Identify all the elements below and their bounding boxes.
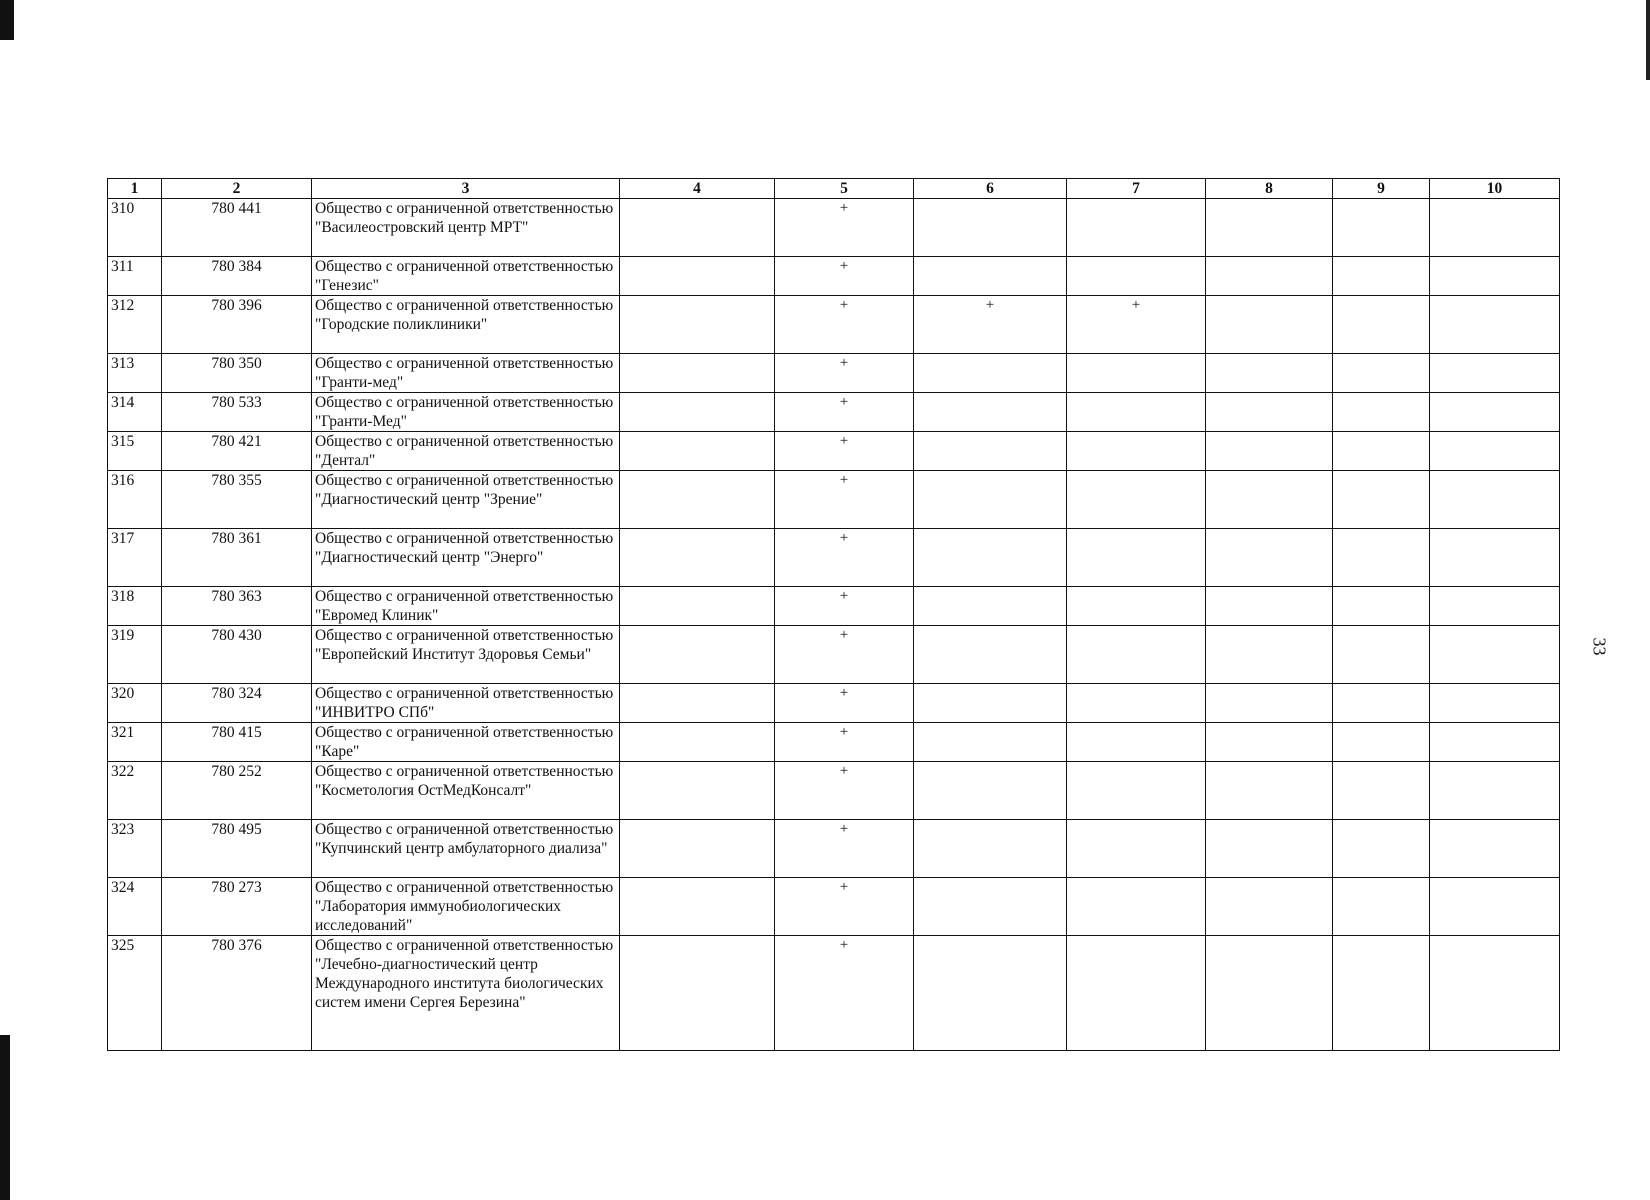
organization-name: Общество с ограниченной ответственностью "Городские поликлиники" [312,296,620,354]
cell-col6 [914,432,1067,471]
cell-col10 [1430,878,1560,936]
row-number: 325 [108,936,162,1051]
cell-col5: + [775,626,914,684]
table-row [108,762,1560,820]
row-number: 315 [108,432,162,471]
organization-name: Общество с ограниченной ответственностью "Каре" [312,723,620,762]
cell-col10 [1430,626,1560,684]
cell-col10 [1430,296,1560,354]
table-row [108,684,1560,723]
register-table [107,178,1560,1051]
table-row [108,199,1560,257]
cell-col8 [1206,471,1333,529]
cell-col5: + [775,296,914,354]
row-number: 324 [108,878,162,936]
cell-col9 [1333,393,1430,432]
cell-col7 [1067,529,1206,587]
row-number: 320 [108,684,162,723]
cell-col7 [1067,820,1206,878]
cell-col5: + [775,471,914,529]
cell-col9 [1333,820,1430,878]
organization-name: Общество с ограниченной ответственностью "Гранти-мед" [312,354,620,393]
cell-col4 [620,762,775,820]
cell-col8 [1206,296,1333,354]
cell-col7 [1067,354,1206,393]
cell-col4 [620,257,775,296]
cell-col8 [1206,257,1333,296]
row-number: 310 [108,199,162,257]
cell-col5: + [775,878,914,936]
registry-code: 780 441 [162,199,312,257]
cell-col6 [914,723,1067,762]
cell-col5: + [775,684,914,723]
cell-col7 [1067,257,1206,296]
column-header: 6 [914,179,1067,199]
table-row [108,820,1560,878]
row-number: 319 [108,626,162,684]
cell-col4 [620,471,775,529]
cell-col8 [1206,199,1333,257]
cell-col5: + [775,199,914,257]
cell-col9 [1333,936,1430,1051]
registry-code: 780 415 [162,723,312,762]
table-row [108,432,1560,471]
cell-col4 [620,936,775,1051]
row-number: 316 [108,471,162,529]
registry-code: 780 421 [162,432,312,471]
organization-name: Общество с ограниченной ответственностью "Лечебно-диагностический центр Международного института биологических систем имени Сергея Березина" [312,936,620,1051]
header-row [108,179,1560,199]
cell-col10 [1430,936,1560,1051]
registry-code: 780 495 [162,820,312,878]
scan-edge-right [1646,0,1650,80]
organization-name: Общество с ограниченной ответственностью "Лаборатория иммунобиологических исследований" [312,878,620,936]
registry-code: 780 376 [162,936,312,1051]
cell-col9 [1333,199,1430,257]
row-number: 318 [108,587,162,626]
cell-col10 [1430,723,1560,762]
organization-name: Общество с ограниченной ответственностью "Купчинский центр амбулаторного диализа" [312,820,620,878]
cell-col6 [914,878,1067,936]
cell-col4 [620,878,775,936]
cell-col10 [1430,587,1560,626]
organization-name: Общество с ограниченной ответственностью "ИНВИТРО СПб" [312,684,620,723]
table-row [108,723,1560,762]
scan-edge-bottom [0,1035,10,1200]
cell-col10 [1430,529,1560,587]
cell-col9 [1333,471,1430,529]
table-row [108,471,1560,529]
cell-col9 [1333,529,1430,587]
cell-col5: + [775,587,914,626]
cell-col4 [620,393,775,432]
organization-name: Общество с ограниченной ответственностью "Евромед Клиник" [312,587,620,626]
row-number: 323 [108,820,162,878]
cell-col4 [620,432,775,471]
cell-col6: + [914,296,1067,354]
cell-col10 [1430,432,1560,471]
cell-col5: + [775,354,914,393]
registry-code: 780 324 [162,684,312,723]
cell-col5: + [775,257,914,296]
registry-code: 780 273 [162,878,312,936]
registry-code: 780 252 [162,762,312,820]
row-number: 317 [108,529,162,587]
column-header: 4 [620,179,775,199]
scan-edge-top [0,0,14,40]
cell-col9 [1333,257,1430,296]
cell-col10 [1430,820,1560,878]
cell-col8 [1206,684,1333,723]
organization-name: Общество с ограниченной ответственностью "Василеостровский центр МРТ" [312,199,620,257]
cell-col6 [914,626,1067,684]
cell-col4 [620,587,775,626]
cell-col8 [1206,936,1333,1051]
cell-col9 [1333,723,1430,762]
cell-col6 [914,587,1067,626]
row-number: 322 [108,762,162,820]
row-number: 311 [108,257,162,296]
cell-col7 [1067,626,1206,684]
cell-col6 [914,354,1067,393]
column-header: 5 [775,179,914,199]
registry-code: 780 384 [162,257,312,296]
cell-col9 [1333,626,1430,684]
cell-col7 [1067,762,1206,820]
cell-col4 [620,529,775,587]
cell-col7 [1067,878,1206,936]
column-header: 3 [312,179,620,199]
table-row [108,296,1560,354]
cell-col8 [1206,878,1333,936]
cell-col6 [914,936,1067,1051]
cell-col4 [620,354,775,393]
cell-col8 [1206,587,1333,626]
cell-col7 [1067,471,1206,529]
cell-col7 [1067,684,1206,723]
cell-col6 [914,257,1067,296]
registry-code: 780 396 [162,296,312,354]
cell-col9 [1333,432,1430,471]
cell-col7 [1067,936,1206,1051]
row-number: 314 [108,393,162,432]
cell-col7 [1067,723,1206,762]
cell-col7 [1067,393,1206,432]
column-header: 9 [1333,179,1430,199]
cell-col6 [914,199,1067,257]
cell-col9 [1333,354,1430,393]
cell-col8 [1206,626,1333,684]
cell-col4 [620,820,775,878]
cell-col4 [620,723,775,762]
row-number: 313 [108,354,162,393]
cell-col4 [620,626,775,684]
cell-col7 [1067,587,1206,626]
column-header: 10 [1430,179,1560,199]
cell-col9 [1333,684,1430,723]
cell-col9 [1333,878,1430,936]
column-header: 8 [1206,179,1333,199]
table-row [108,936,1560,1051]
cell-col4 [620,199,775,257]
table-row [108,626,1560,684]
cell-col8 [1206,432,1333,471]
cell-col8 [1206,529,1333,587]
cell-col9 [1333,587,1430,626]
table-row [108,878,1560,936]
cell-col10 [1430,354,1560,393]
organization-name: Общество с ограниченной ответственностью "Генезис" [312,257,620,296]
organization-name: Общество с ограниченной ответственностью "Косметология ОстМедКонсалт" [312,762,620,820]
table-row [108,529,1560,587]
cell-col7 [1067,432,1206,471]
organization-name: Общество с ограниченной ответственностью "Гранти-Мед" [312,393,620,432]
cell-col5: + [775,432,914,471]
cell-col8 [1206,820,1333,878]
organization-name: Общество с ограниченной ответственностью "Дентал" [312,432,620,471]
cell-col10 [1430,393,1560,432]
cell-col10 [1430,199,1560,257]
cell-col10 [1430,471,1560,529]
cell-col8 [1206,393,1333,432]
cell-col4 [620,296,775,354]
page-number: 33 [1589,637,1610,656]
column-header: 1 [108,179,162,199]
table-row [108,393,1560,432]
cell-col7: + [1067,296,1206,354]
cell-col5: + [775,529,914,587]
row-number: 321 [108,723,162,762]
cell-col6 [914,684,1067,723]
cell-col8 [1206,354,1333,393]
cell-col6 [914,471,1067,529]
registry-code: 780 355 [162,471,312,529]
organization-name: Общество с ограниченной ответственностью "Европейский Институт Здоровья Семьи" [312,626,620,684]
cell-col8 [1206,762,1333,820]
cell-col4 [620,684,775,723]
cell-col9 [1333,296,1430,354]
registry-code: 780 533 [162,393,312,432]
registry-code: 780 350 [162,354,312,393]
cell-col6 [914,762,1067,820]
row-number: 312 [108,296,162,354]
organization-name: Общество с ограниченной ответственностью "Диагностический центр "Энерго" [312,529,620,587]
registry-code: 780 363 [162,587,312,626]
cell-col6 [914,393,1067,432]
cell-col10 [1430,257,1560,296]
cell-col7 [1067,199,1206,257]
cell-col5: + [775,723,914,762]
registry-code: 780 430 [162,626,312,684]
column-header: 2 [162,179,312,199]
cell-col10 [1430,762,1560,820]
cell-col5: + [775,936,914,1051]
cell-col5: + [775,762,914,820]
cell-col8 [1206,723,1333,762]
table-row [108,257,1560,296]
cell-col10 [1430,684,1560,723]
cell-col9 [1333,762,1430,820]
cell-col6 [914,820,1067,878]
organization-name: Общество с ограниченной ответственностью "Диагностический центр "Зрение" [312,471,620,529]
cell-col6 [914,529,1067,587]
cell-col5: + [775,820,914,878]
table-row [108,354,1560,393]
column-header: 7 [1067,179,1206,199]
registry-code: 780 361 [162,529,312,587]
cell-col5: + [775,393,914,432]
table-row [108,587,1560,626]
